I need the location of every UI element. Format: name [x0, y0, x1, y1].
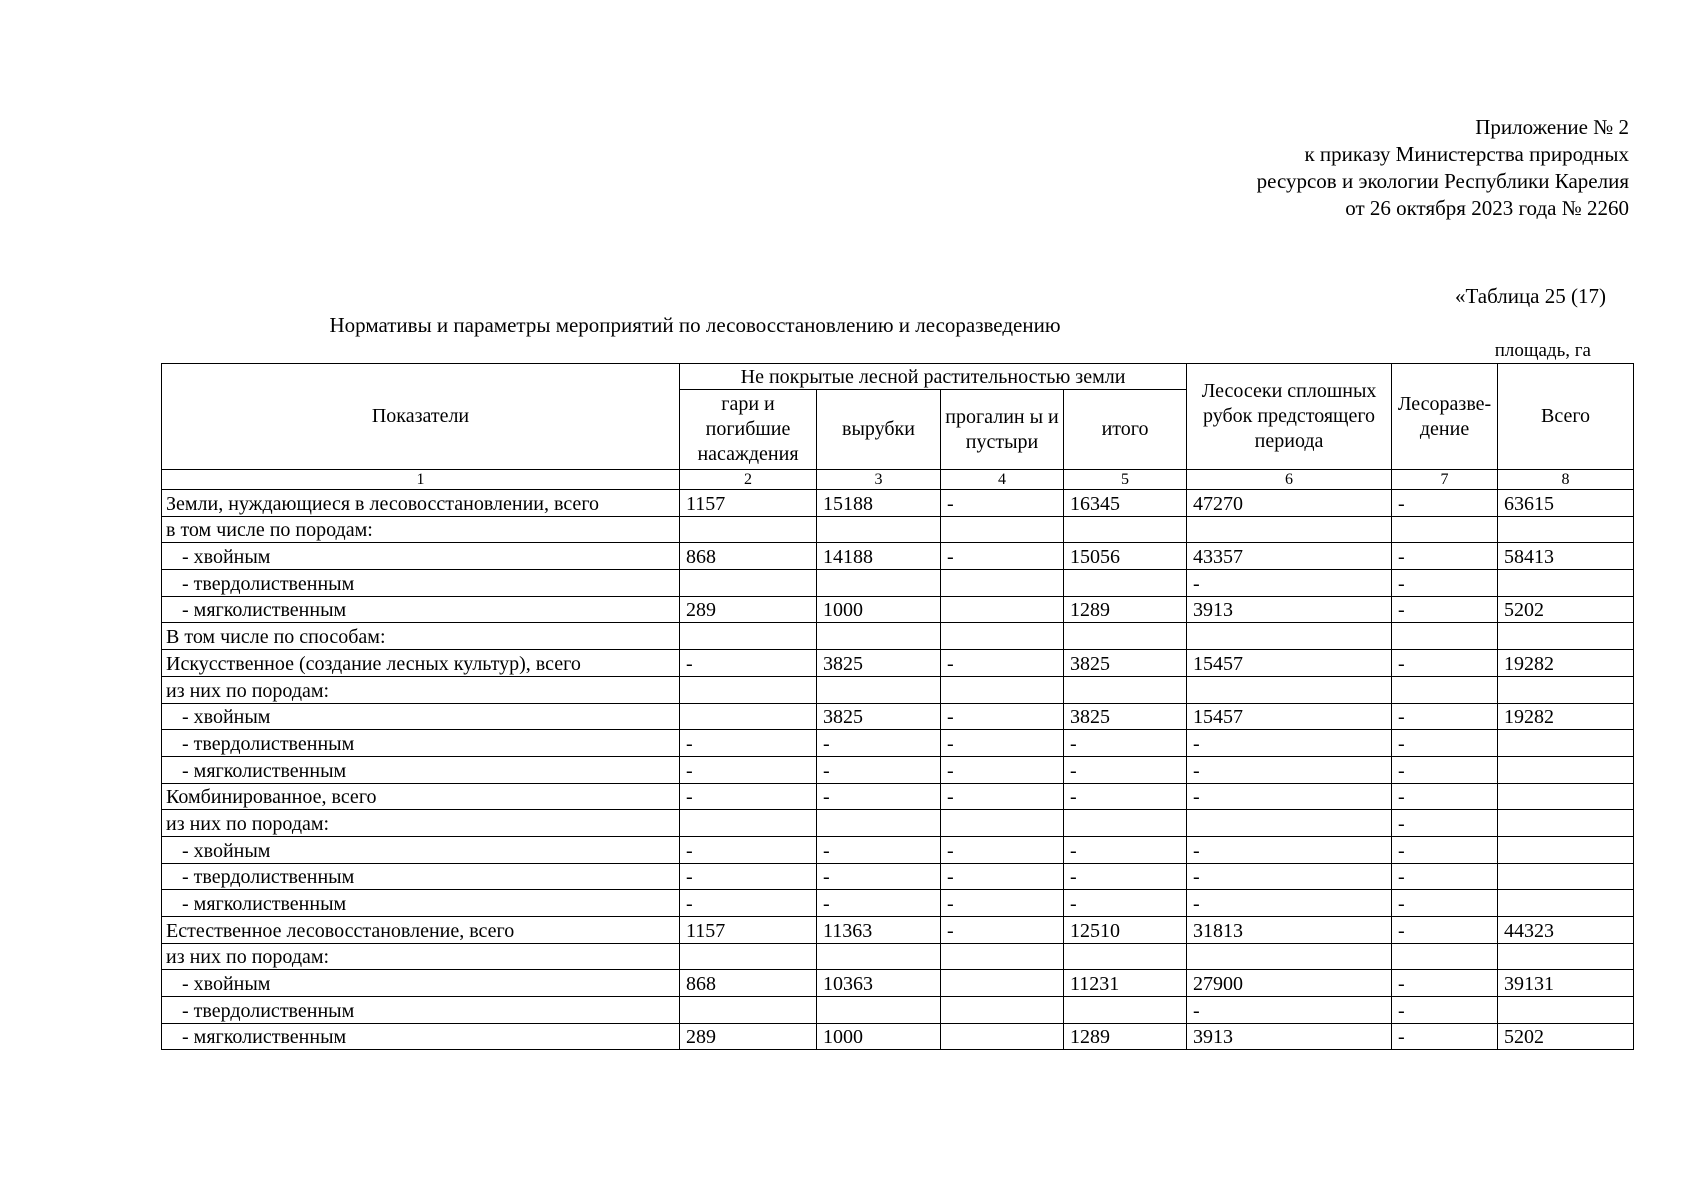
table-cell: 15457 — [1187, 650, 1392, 677]
table-cell: - — [1064, 863, 1187, 890]
column-number: 8 — [1498, 470, 1634, 490]
table-cell: 47270 — [1187, 490, 1392, 517]
table-cell: 3825 — [817, 650, 941, 677]
table-cell — [680, 676, 817, 703]
table-cell — [680, 570, 817, 597]
table-cell: - — [1392, 543, 1498, 570]
table-row — [162, 703, 1634, 730]
table-cell — [1498, 890, 1634, 917]
table-cell: - — [941, 783, 1064, 810]
table-cell: 3825 — [817, 703, 941, 730]
table-cell — [941, 676, 1064, 703]
table-cell: 1000 — [817, 1023, 941, 1050]
table-cell — [1187, 943, 1392, 970]
header-total: Всего — [1498, 364, 1634, 470]
row-label: - твердолиственным — [162, 997, 680, 1024]
table-cell — [1064, 943, 1187, 970]
table-cell — [1392, 623, 1498, 650]
table-cell: - — [680, 863, 817, 890]
table-cell — [1187, 516, 1392, 543]
row-label: - хвойным — [162, 703, 680, 730]
table-cell: - — [1392, 997, 1498, 1024]
table-cell: - — [1064, 890, 1187, 917]
table-cell: - — [817, 783, 941, 810]
table-cell: - — [1392, 970, 1498, 997]
appendix-line-3: ресурсов и экологии Республики Карелия — [1256, 169, 1629, 193]
table-cell — [1498, 623, 1634, 650]
table-cell: 58413 — [1498, 543, 1634, 570]
table-cell: 44323 — [1498, 917, 1634, 944]
table-reference: «Таблица 25 (17) — [1454, 284, 1606, 308]
table-cell: 289 — [680, 1023, 817, 1050]
table-cell: - — [1064, 730, 1187, 757]
header-clearcuts: Лесосеки сплошных рубок предстоящего периода — [1187, 364, 1392, 470]
row-label: Искусственное (создание лесных культур), всего — [162, 650, 680, 677]
table-cell — [1498, 570, 1634, 597]
table-row — [162, 783, 1634, 810]
table-row — [162, 516, 1634, 543]
table-cell: - — [1392, 836, 1498, 863]
table-cell: 1157 — [680, 490, 817, 517]
table-row — [162, 756, 1634, 783]
table-cell — [1187, 623, 1392, 650]
document-title: Нормативы и параметры мероприятий по лесовосстановлению и лесоразведению — [329, 313, 1061, 337]
table-cell — [1064, 997, 1187, 1024]
table-cell — [1498, 756, 1634, 783]
table-cell — [680, 997, 817, 1024]
table-cell — [1498, 997, 1634, 1024]
table-cell — [680, 516, 817, 543]
table-cell: - — [1064, 756, 1187, 783]
table-cell — [1187, 676, 1392, 703]
table-cell — [1392, 516, 1498, 543]
table-cell: - — [1187, 730, 1392, 757]
table-cell: - — [680, 890, 817, 917]
table-cell — [941, 810, 1064, 837]
table-cell: 43357 — [1187, 543, 1392, 570]
table-cell: 15056 — [1064, 543, 1187, 570]
table-cell: 1000 — [817, 596, 941, 623]
table-cell — [1064, 810, 1187, 837]
table-cell — [1498, 836, 1634, 863]
header-cuttings: вырубки — [817, 390, 941, 470]
table-cell: 868 — [680, 543, 817, 570]
table-cell: - — [1187, 863, 1392, 890]
table-cell: - — [1392, 596, 1498, 623]
regeneration-table — [161, 363, 1634, 1050]
table-cell: 868 — [680, 970, 817, 997]
table-cell: - — [680, 730, 817, 757]
table-cell — [941, 943, 1064, 970]
table-cell — [817, 997, 941, 1024]
appendix-line-2: к приказу Министерства природных — [1304, 142, 1629, 166]
table-cell: - — [941, 836, 1064, 863]
table-row — [162, 1023, 1634, 1050]
table-cell — [1498, 676, 1634, 703]
header-afforestation: Лесоразве- дение — [1392, 364, 1498, 470]
table-cell: - — [817, 730, 941, 757]
table-cell: - — [1392, 756, 1498, 783]
table-cell: 1289 — [1064, 1023, 1187, 1050]
table-cell — [941, 596, 1064, 623]
table-cell: - — [680, 650, 817, 677]
table-cell: - — [1187, 997, 1392, 1024]
table-cell: - — [817, 836, 941, 863]
column-number: 6 — [1187, 470, 1392, 490]
column-number: 1 — [162, 470, 680, 490]
table-cell: - — [1187, 570, 1392, 597]
header-indicators: Показатели — [162, 364, 680, 470]
row-label: из них по породам: — [162, 943, 680, 970]
table-cell — [817, 516, 941, 543]
table-cell: 15457 — [1187, 703, 1392, 730]
table-cell: - — [1187, 756, 1392, 783]
table-cell: - — [1187, 890, 1392, 917]
row-label: - хвойным — [162, 543, 680, 570]
table-cell: 289 — [680, 596, 817, 623]
header-subtotal: итого — [1064, 390, 1187, 470]
table-cell — [941, 1023, 1064, 1050]
table-cell: 3825 — [1064, 650, 1187, 677]
table-cell: 14188 — [817, 543, 941, 570]
row-label: - твердолиственным — [162, 570, 680, 597]
table-cell — [817, 676, 941, 703]
table-cell: - — [817, 863, 941, 890]
table-cell — [680, 810, 817, 837]
table-cell — [680, 943, 817, 970]
table-cell: - — [1392, 703, 1498, 730]
table-cell — [680, 703, 817, 730]
row-label: Земли, нуждающиеся в лесовосстановлении, всего — [162, 490, 680, 517]
table-cell: 31813 — [1187, 917, 1392, 944]
table-cell: - — [1064, 836, 1187, 863]
table-cell — [1498, 943, 1634, 970]
table-cell: 11231 — [1064, 970, 1187, 997]
table-cell — [941, 516, 1064, 543]
table-cell: - — [941, 543, 1064, 570]
table-cell — [941, 570, 1064, 597]
row-label: - твердолиственным — [162, 730, 680, 757]
table-cell — [1064, 570, 1187, 597]
table-cell: 3913 — [1187, 596, 1392, 623]
table-row — [162, 543, 1634, 570]
table-cell: 15188 — [817, 490, 941, 517]
table-row — [162, 676, 1634, 703]
appendix-header — [1257, 114, 1629, 222]
table-cell — [1498, 863, 1634, 890]
table-cell — [941, 997, 1064, 1024]
table-cell: - — [1392, 890, 1498, 917]
table-cell: 5202 — [1498, 1023, 1634, 1050]
table-cell: - — [941, 756, 1064, 783]
table-row — [162, 490, 1634, 517]
header-burnt: гари и погибшие насаждения — [680, 390, 817, 470]
header-group-unforested: Не покрытые лесной растительностью земли — [680, 364, 1187, 390]
table-cell: - — [1392, 490, 1498, 517]
column-number: 3 — [817, 470, 941, 490]
table-cell: - — [1392, 917, 1498, 944]
table-cell: - — [1392, 650, 1498, 677]
table-cell: - — [1392, 730, 1498, 757]
column-number: 7 — [1392, 470, 1498, 490]
table-cell: - — [941, 490, 1064, 517]
table-cell — [817, 943, 941, 970]
table-cell: - — [1392, 863, 1498, 890]
table-row — [162, 596, 1634, 623]
table-row — [162, 570, 1634, 597]
table-cell: - — [1392, 570, 1498, 597]
table-cell: 3825 — [1064, 703, 1187, 730]
table-row — [162, 997, 1634, 1024]
table-cell: 39131 — [1498, 970, 1634, 997]
table-row — [162, 890, 1634, 917]
table-cell: - — [941, 863, 1064, 890]
row-label: в том числе по породам: — [162, 516, 680, 543]
row-label: из них по породам: — [162, 810, 680, 837]
table-cell — [1498, 516, 1634, 543]
table-cell: - — [1392, 783, 1498, 810]
table-cell: 19282 — [1498, 650, 1634, 677]
table-cell: 3913 — [1187, 1023, 1392, 1050]
table-cell: - — [941, 917, 1064, 944]
table-cell — [817, 623, 941, 650]
table-cell — [680, 623, 817, 650]
table-cell: - — [941, 703, 1064, 730]
table-cell: - — [1187, 783, 1392, 810]
table-cell — [1498, 783, 1634, 810]
table-cell: - — [1392, 1023, 1498, 1050]
table-cell: 19282 — [1498, 703, 1634, 730]
table-cell: - — [941, 890, 1064, 917]
row-label: - хвойным — [162, 970, 680, 997]
table-cell — [817, 810, 941, 837]
table-cell: - — [680, 756, 817, 783]
appendix-line-1: Приложение № 2 — [1475, 115, 1629, 139]
table-cell — [817, 570, 941, 597]
table-row — [162, 970, 1634, 997]
header-glades: прогалин ы и пустыри — [941, 390, 1064, 470]
column-number: 4 — [941, 470, 1064, 490]
table-body — [162, 490, 1634, 1050]
table-cell: - — [1187, 836, 1392, 863]
table-cell — [1064, 516, 1187, 543]
table-cell — [941, 970, 1064, 997]
table-cell — [941, 623, 1064, 650]
column-number: 2 — [680, 470, 817, 490]
row-label: - мягколиственным — [162, 596, 680, 623]
table-cell — [1064, 676, 1187, 703]
table-cell: 12510 — [1064, 917, 1187, 944]
table-row — [162, 836, 1634, 863]
table-row — [162, 623, 1634, 650]
table-cell — [1187, 810, 1392, 837]
table-row — [162, 810, 1634, 837]
column-number: 5 — [1064, 470, 1187, 490]
table-cell: 16345 — [1064, 490, 1187, 517]
row-label: - мягколиственным — [162, 756, 680, 783]
table-cell: - — [1392, 810, 1498, 837]
row-label: В том числе по способам: — [162, 623, 680, 650]
row-label: - твердолиственным — [162, 863, 680, 890]
table-cell: - — [680, 836, 817, 863]
table-cell: - — [680, 783, 817, 810]
table-cell: - — [941, 730, 1064, 757]
unit-label: площадь, га — [1494, 340, 1591, 361]
appendix-line-4: от 26 октября 2023 года № 2260 — [1345, 196, 1629, 220]
table-row — [162, 863, 1634, 890]
column-numbers-row — [162, 470, 1634, 490]
table-cell: - — [817, 890, 941, 917]
table-cell: - — [941, 650, 1064, 677]
table-cell: 27900 — [1187, 970, 1392, 997]
row-label: из них по породам: — [162, 676, 680, 703]
table-cell — [1392, 943, 1498, 970]
table-cell: 11363 — [817, 917, 941, 944]
table-cell: 10363 — [817, 970, 941, 997]
table-cell — [1498, 730, 1634, 757]
table-row — [162, 917, 1634, 944]
row-label: Комбинированное, всего — [162, 783, 680, 810]
table-cell: 5202 — [1498, 596, 1634, 623]
row-label: Естественное лесовосстановление, всего — [162, 917, 680, 944]
table-cell — [1498, 810, 1634, 837]
row-label: - мягколиственным — [162, 890, 680, 917]
table-cell — [1392, 676, 1498, 703]
table-cell: - — [1064, 783, 1187, 810]
row-label: - хвойным — [162, 836, 680, 863]
table-row — [162, 650, 1634, 677]
table-cell: 63615 — [1498, 490, 1634, 517]
table-cell: 1289 — [1064, 596, 1187, 623]
table-cell: - — [817, 756, 941, 783]
row-label: - мягколиственным — [162, 1023, 680, 1050]
table-cell — [1064, 623, 1187, 650]
table-row — [162, 730, 1634, 757]
table-row — [162, 943, 1634, 970]
table-cell: 1157 — [680, 917, 817, 944]
